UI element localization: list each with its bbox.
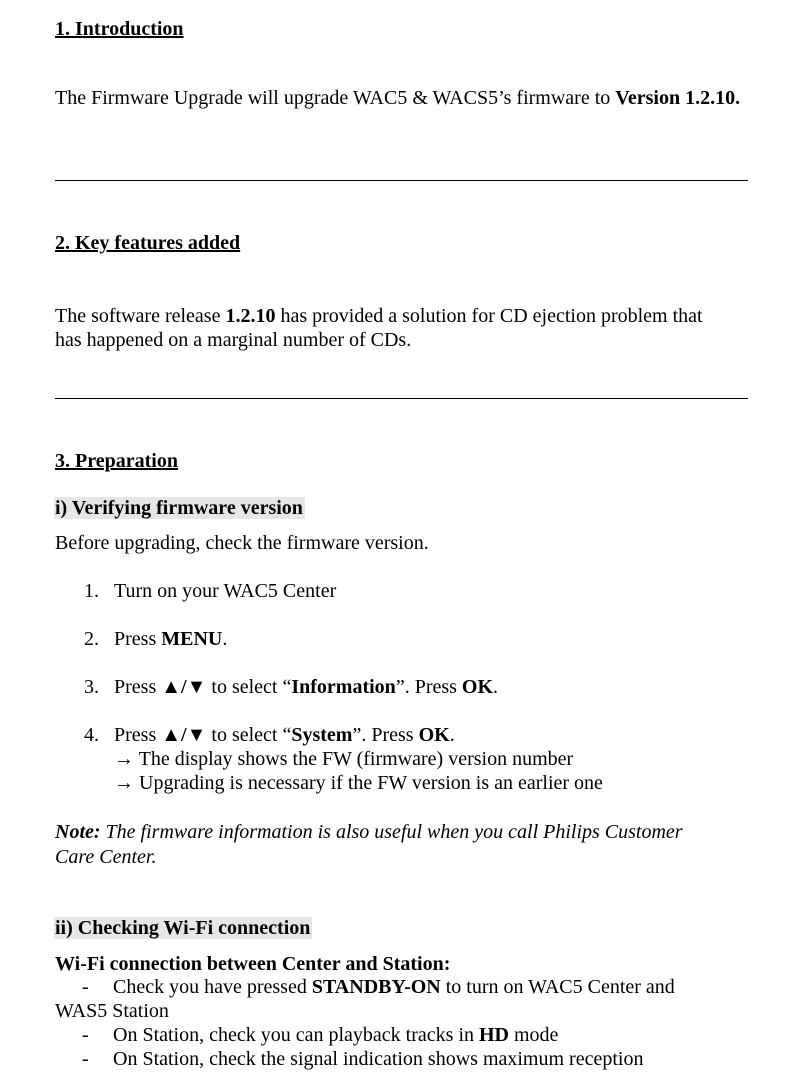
section-3-heading: 3. Preparation xyxy=(55,450,178,472)
step-1 xyxy=(84,579,336,603)
release-number: 1.2.10 xyxy=(225,305,276,327)
bullet-text: On Station, check you can playback tracks in xyxy=(113,1024,479,1046)
intro-paragraph xyxy=(55,86,753,110)
step-number: 3. xyxy=(84,676,99,698)
step-number: 4. xyxy=(84,724,99,746)
right-arrow-icon: → xyxy=(114,772,134,794)
step-number: 1. xyxy=(84,580,99,602)
step-text: . xyxy=(449,724,455,746)
bullet-text: mode xyxy=(509,1024,559,1046)
features-text: has provided a solution for CD ejection problem that xyxy=(275,305,703,327)
ok-key: OK xyxy=(418,724,450,746)
features-paragraph-line-1 xyxy=(55,304,703,328)
step-3 xyxy=(84,675,498,699)
bullet-text: On Station, check the signal indication shows maximum reception xyxy=(113,1048,644,1070)
result-text: Upgrading is necessary if the FW version is an earlier one xyxy=(139,772,603,794)
features-paragraph-line-2: has happened on a marginal number of CDs. xyxy=(55,329,412,351)
verify-intro: Before upgrading, check the firmware version. xyxy=(55,532,429,554)
note-line-1 xyxy=(55,820,683,844)
bullet-1-continued: WAS5 Station xyxy=(55,1000,169,1022)
features-text: The software release xyxy=(55,305,226,327)
ok-key: OK xyxy=(461,676,494,698)
dash-bullet: - xyxy=(82,1024,89,1046)
result-2 xyxy=(114,771,603,795)
step-text: Press xyxy=(114,628,162,650)
note-label: Note: xyxy=(55,821,101,843)
hd-mode: HD xyxy=(479,1024,509,1046)
information-option: Information xyxy=(291,676,396,698)
dash-bullet: - xyxy=(82,1048,89,1070)
section-1-heading: 1. Introduction xyxy=(55,18,184,40)
bullet-text: Check you have pressed xyxy=(113,976,312,998)
section-2-heading: 2. Key features added xyxy=(55,232,241,254)
up-down-arrow-icon: ▲/▼ xyxy=(161,676,207,698)
divider-2 xyxy=(55,398,748,399)
step-text: Press xyxy=(114,724,162,746)
bullet-3 xyxy=(55,1047,643,1071)
step-text: . xyxy=(222,628,228,650)
standby-on-key: STANDBY-ON xyxy=(311,976,441,998)
bullet-1 xyxy=(55,975,675,999)
note-text: The firmware information is also useful when you call Philips Customer xyxy=(100,821,683,843)
version-number: Version 1.2.10. xyxy=(615,87,741,109)
intro-text: The Firmware Upgrade will upgrade WAC5 & WACS5’s firmware to xyxy=(55,87,616,109)
step-text: . xyxy=(493,676,499,698)
menu-key: MENU xyxy=(161,628,223,650)
subsection-checking-wifi xyxy=(54,916,312,940)
step-text: to select “ xyxy=(206,724,292,746)
step-text: ”. Press xyxy=(395,676,462,698)
note-text: Care Center. xyxy=(55,846,157,868)
note-line-2 xyxy=(55,845,156,869)
step-text: to select “ xyxy=(206,676,292,698)
step-text: Press xyxy=(114,676,162,698)
wifi-heading: Wi-Fi connection between Center and Station: xyxy=(55,953,451,975)
step-number: 2. xyxy=(84,628,99,650)
result-1 xyxy=(114,747,573,771)
dash-bullet: - xyxy=(82,976,89,998)
bullet-text: to turn on WAC5 Center and xyxy=(440,976,675,998)
subsection-label: i) Verifying firmware version xyxy=(55,497,303,519)
divider-1 xyxy=(55,180,748,181)
bullet-2 xyxy=(55,1023,558,1047)
subsection-verifying-firmware xyxy=(54,496,305,520)
step-4 xyxy=(84,723,455,747)
system-option: System xyxy=(291,724,353,746)
step-2 xyxy=(84,627,227,651)
step-text: ”. Press xyxy=(352,724,419,746)
right-arrow-icon: → xyxy=(114,748,134,770)
result-text: The display shows the FW (firmware) version number xyxy=(138,748,574,770)
up-down-arrow-icon: ▲/▼ xyxy=(161,724,207,746)
subsection-label: ii) Checking Wi-Fi connection xyxy=(55,917,311,939)
step-text: Turn on your WAC5 Center xyxy=(114,580,337,602)
